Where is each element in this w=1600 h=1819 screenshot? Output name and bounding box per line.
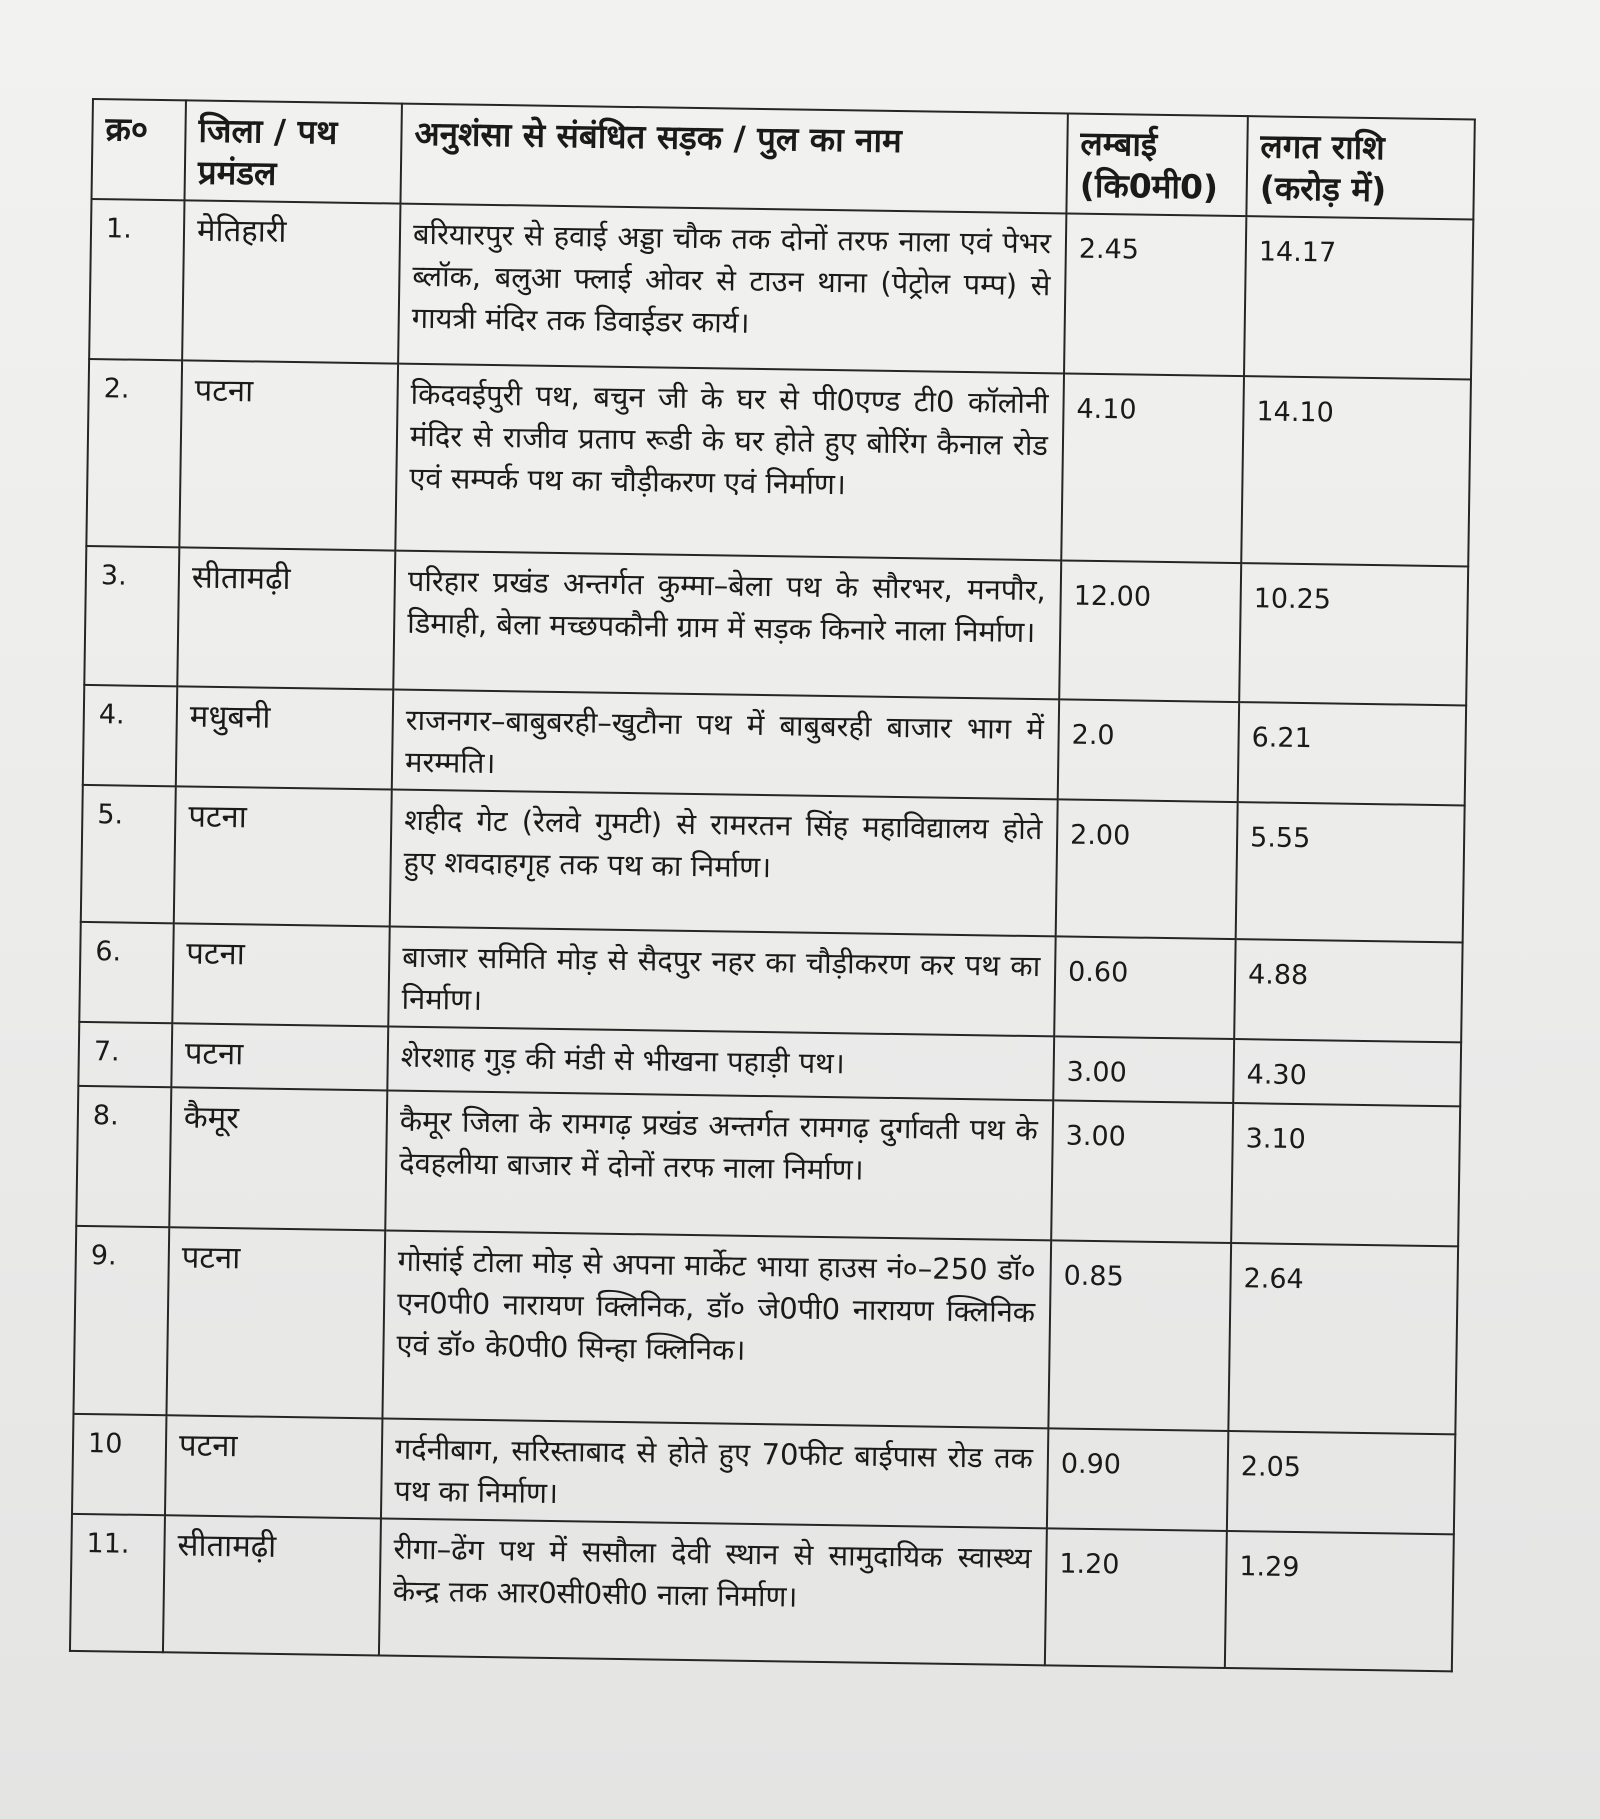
row-road-name: किदवईपुरी पथ, बचुन जी के घर से पी0एण्ड टी0 कॉलोनी मंदिर से राजीव प्रताप रूडी के घर होते हुए बोरिंग कैनाल रोड एवं सम्पर्क पथ का चौड़ीकरण एवं निर्माण। [395,364,1064,561]
table-row [81,785,1465,942]
row-serial-number: 5. [81,785,176,923]
row-road-name: बरियारपुर से हवाई अड्डा चौक तक दोनों तरफ नाला एवं पेभर ब्लॉक, बलुआ फ्लाई ओवर से टाउन थाना (पेट्रोल पम्प) से गायत्री मंदिर तक डिवाईडर कार्य। [398,204,1066,374]
row-district: मधुबनी [176,686,393,789]
row-cost: 1.29 [1225,1531,1454,1671]
row-length: 3.00 [1053,1036,1234,1103]
row-cost: 10.25 [1239,563,1468,705]
table-row [86,359,1471,566]
row-road-name: राजनगर–बाबुबरही–खुटौना पथ में बाबुबरही बाजार भाग में मरम्मति। [392,690,1059,800]
row-district: पटना [166,1227,385,1418]
header-length: लम्बाई (कि0मी0) [1066,113,1247,216]
row-cost: 5.55 [1236,802,1465,942]
row-serial-number: 3. [84,546,179,686]
row-road-name: रीगा–ढेंग पथ में ससौला देवी स्थान से सामुदायिक स्वास्थ्य केन्द्र तक आर0सी0सी0 नाला निर्माण। [379,1518,1047,1665]
table-row [76,1086,1460,1246]
row-serial-number: 2. [86,359,182,547]
row-cost: 14.10 [1241,376,1471,566]
row-serial-number: 7. [78,1022,172,1087]
row-road-name: गर्दनीबाग, सरिस्ताबाद से होते हुए 70फीट बाईपास रोड तक पथ का निर्माण। [381,1418,1048,1528]
header-district: जिला / पथ प्रमंडल [184,100,401,203]
row-road-name: कैमूर जिला के रामगढ़ प्रखंड अन्तर्गत रामगढ़ दुर्गावती पथ के देवहलीया बाजार में दोनों तरफ नाला निर्माण। [385,1090,1053,1240]
header-road-name: अनुशंसा से संबंधित सड़क / पुल का नाम [400,104,1067,214]
row-cost: 2.05 [1227,1431,1455,1534]
header-cost: लगत राशि (करोड़ में) [1246,116,1474,219]
row-road-name: बाजार समिति मोड़ से सैदपुर नहर का चौड़ीकरण कर पथ का निर्माण। [388,927,1055,1037]
row-district: पटना [171,1023,388,1090]
row-cost: 3.10 [1231,1103,1460,1246]
table-row [84,546,1468,705]
row-serial-number: 9. [73,1226,169,1415]
row-road-name: परिहार प्रखंड अन्तर्गत कुम्मा–बेला पथ के सौरभर, मनपौर, डिमाही, बेला मच्छपकौनी ग्राम में सड़क किनारे नाला निर्माण। [393,551,1061,700]
row-district: सीतामढ़ी [177,547,395,689]
row-cost: 4.88 [1234,939,1462,1042]
row-cost: 14.17 [1244,216,1473,379]
table-row [70,1514,1454,1671]
row-length: 2.0 [1058,699,1239,802]
row-length: 4.10 [1061,373,1244,563]
row-district: पटना [174,786,392,926]
table-row [89,199,1473,379]
row-length: 1.20 [1045,1528,1227,1668]
table-row [73,1226,1458,1434]
row-serial-number: 4. [83,685,177,786]
row-length: 3.00 [1051,1100,1233,1243]
row-district: पटना [172,923,389,1026]
roads-recommendation-table [69,98,1476,1672]
row-serial-number: 6. [79,922,173,1023]
row-serial-number: 11. [70,1514,165,1652]
row-serial-number: 10 [72,1414,166,1515]
row-district: पटना [165,1415,382,1518]
row-length: 2.45 [1064,213,1246,376]
row-serial-number: 1. [89,199,184,360]
row-length: 0.60 [1054,936,1235,1039]
header-serial-number: क्र० [92,99,186,200]
row-district: पटना [179,360,398,550]
row-road-name: शहीद गेट (रेलवे गुमटी) से रामरतन सिंह महाविद्यालय होते हुए शवदाहगृह तक पथ का निर्माण। [390,790,1058,937]
row-cost: 2.64 [1228,1243,1458,1434]
row-length: 2.00 [1056,799,1238,939]
row-district: सीतामढ़ी [163,1515,381,1655]
row-length: 12.00 [1059,560,1241,702]
row-road-name: गोसांई टोला मोड़ से अपना मार्केट भाया हाउस नं०–250 डॉ० एन0पी0 नारायण क्लिनिक, डॉ० जे0पी0 नारायण क्लिनिक एवं डॉ० के0पी0 सिन्हा क्लिनिक। [382,1230,1051,1428]
row-cost: 6.21 [1238,702,1466,805]
row-length: 0.85 [1048,1240,1231,1431]
row-length: 0.90 [1047,1428,1228,1531]
row-district: कैमूर [169,1087,387,1230]
row-district: मेतिहारी [182,200,400,363]
row-road-name: शेरशाह गुड़ की मंडी से भीखना पहाड़ी पथ। [387,1026,1054,1100]
row-cost: 4.30 [1233,1039,1461,1106]
row-serial-number: 8. [76,1086,171,1227]
